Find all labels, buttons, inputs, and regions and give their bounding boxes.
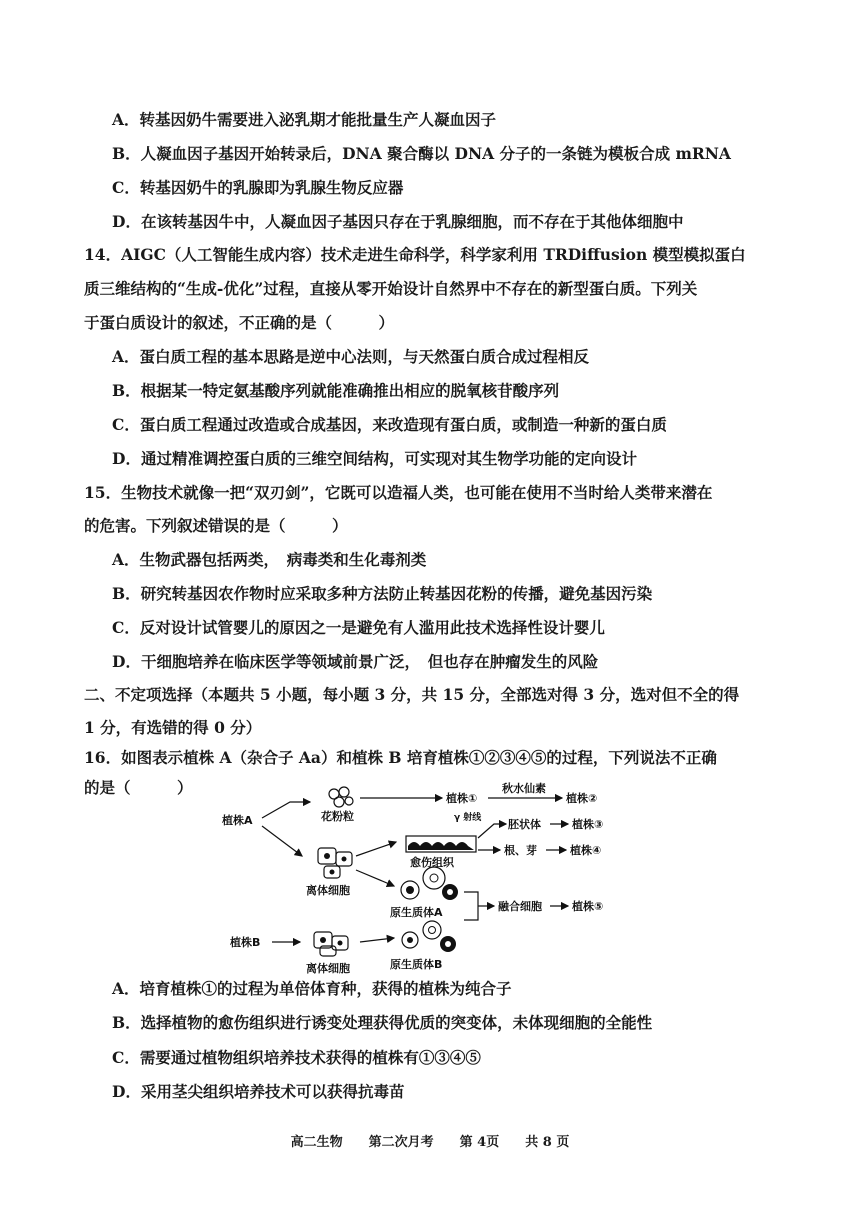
q16-option-a: A．培育植株①的过程为单倍体育种，获得的植株为纯合子 (112, 979, 512, 998)
plant2-label: 植株② (566, 792, 598, 805)
fused-cell-label: 融合细胞 (498, 900, 542, 913)
callus-label: 愈伤组织 (410, 856, 454, 869)
q16-stem-line1: 16．如图表示植株 A（杂合子 Aa）和植株 B 培育植株①②③④⑤的过程，下列说法不正确 (84, 748, 717, 767)
q15-option-d: D．干细胞培养在临床医学等领域前景广泛， 但也存在肿瘤发生的风险 (112, 652, 599, 671)
plant-a-label: 植株A (222, 814, 253, 827)
q15-option-b: B．研究转基因农作物时应采取多种方法防止转基因花粉的传播，避免基因污染 (112, 584, 653, 603)
pollen-label: 花粉粒 (321, 810, 354, 823)
plant-breeding-diagram (210, 780, 630, 976)
gamma-ray-label: γ 射线 (454, 813, 482, 823)
embryoid-label: 胚状体 (508, 818, 541, 831)
q14-stem-line2: 质三维结构的“生成-优化”过程，直接从零开始设计自然界中不存在的新型蛋白质。下列关 (84, 279, 698, 298)
q14-option-d: D．通过精准调控蛋白质的三维空间结构，可实现对其生物学功能的定向设计 (112, 449, 637, 468)
q16-option-b: B．选择植物的愈伤组织进行诱变处理获得优质的突变体，未体现细胞的全能性 (112, 1013, 653, 1032)
q16-option-d: D．采用茎尖组织培养技术可以获得抗毒苗 (112, 1082, 405, 1101)
protoplast-a-icon (401, 867, 458, 900)
section2-heading-line2: 1 分，有选错的得 0 分） (84, 718, 262, 737)
plant-b-label: 植株B (230, 936, 261, 949)
q16-stem-line2: 的是（ ） (84, 778, 193, 797)
fusion-bracket (464, 892, 478, 920)
arrow-a-to-cells (262, 826, 302, 856)
q15-stem-line1: 15．生物技术就像一把“双刃剑”，它既可以造福人类，也可能在使用不当时给人类带来潜在 (84, 483, 713, 502)
plant4-label: 植株④ (570, 844, 602, 857)
isolated-cells-a-label: 离体细胞 (306, 884, 350, 897)
q14-stem-line1: 14．AIGC（人工智能生成内容）技术走进生命科学，科学家利用 TRDiffusion 模型模拟蛋白 (84, 245, 746, 264)
q14-option-a: A．蛋白质工程的基本思路是逆中心法则，与天然蛋白质合成过程相反 (112, 347, 590, 366)
q13-option-a: A．转基因奶牛需要进入泌乳期才能批量生产人凝血因子 (112, 110, 497, 129)
arrow-callus-to-embryoid (478, 824, 506, 838)
q15-option-c: C．反对设计试管婴儿的原因之一是避免有人滥用此技术选择性设计婴儿 (112, 618, 605, 637)
q15-option-a: A．生物武器包括两类， 病毒类和生化毒剂类 (112, 550, 427, 569)
arrow-cells-to-protoplast-b (360, 938, 394, 942)
section2-heading-line1: 二、不定项选择（本题共 5 小题，每小题 3 分，共 15 分，全部选对得 3 分，选对但不全的得 (84, 685, 740, 704)
page-footer: 高二生物 第二次月考 第 4页 共 8 页 (290, 1135, 570, 1150)
plant5-label: 植株⑤ (572, 900, 604, 913)
protoplast-b-label: 原生质体B (390, 958, 443, 971)
callus-tissue-icon (406, 836, 476, 852)
arrow-a-to-pollen (262, 802, 310, 818)
plant3-label: 植株③ (572, 818, 604, 831)
q15-stem-line2: 的危害。下列叙述错误的是（ ） (84, 516, 348, 535)
protoplast-a-label: 原生质体A (390, 906, 443, 919)
q13-option-b: B．人凝血因子基因开始转录后，DNA 聚合酶以 DNA 分子的一条链为模板合成 mRNA (112, 144, 731, 163)
q16-option-c: C．需要通过植物组织培养技术获得的植株有①③④⑤ (112, 1048, 481, 1067)
protoplast-b-icon (402, 921, 456, 952)
colchicine-label: 秋水仙素 (502, 782, 546, 795)
root-shoot-label: 根、芽 (504, 844, 537, 857)
q14-option-c: C．蛋白质工程通过改造或合成基因，来改造现有蛋白质，或制造一种新的蛋白质 (112, 415, 667, 434)
q13-option-c: C．转基因奶牛的乳腺即为乳腺生物反应器 (112, 178, 404, 197)
arrow-cells-to-callus (356, 842, 396, 856)
pollen-grains-icon (329, 787, 353, 807)
plant1-label: 植株① (446, 792, 478, 805)
isolated-cells-b-icon (314, 932, 348, 956)
q13-option-d: D．在该转基因牛中，人凝血因子基因只存在于乳腺细胞，而不存在于其他体细胞中 (112, 212, 684, 231)
q14-stem-line3: 于蛋白质设计的叙述，不正确的是（ ） (84, 313, 395, 332)
isolated-cells-a-icon (318, 848, 352, 878)
isolated-cells-b-label: 离体细胞 (306, 962, 350, 975)
q14-option-b: B．根据某一特定氨基酸序列就能准确推出相应的脱氧核苷酸序列 (112, 381, 560, 400)
arrow-cells-to-protoplast-a (356, 870, 394, 886)
